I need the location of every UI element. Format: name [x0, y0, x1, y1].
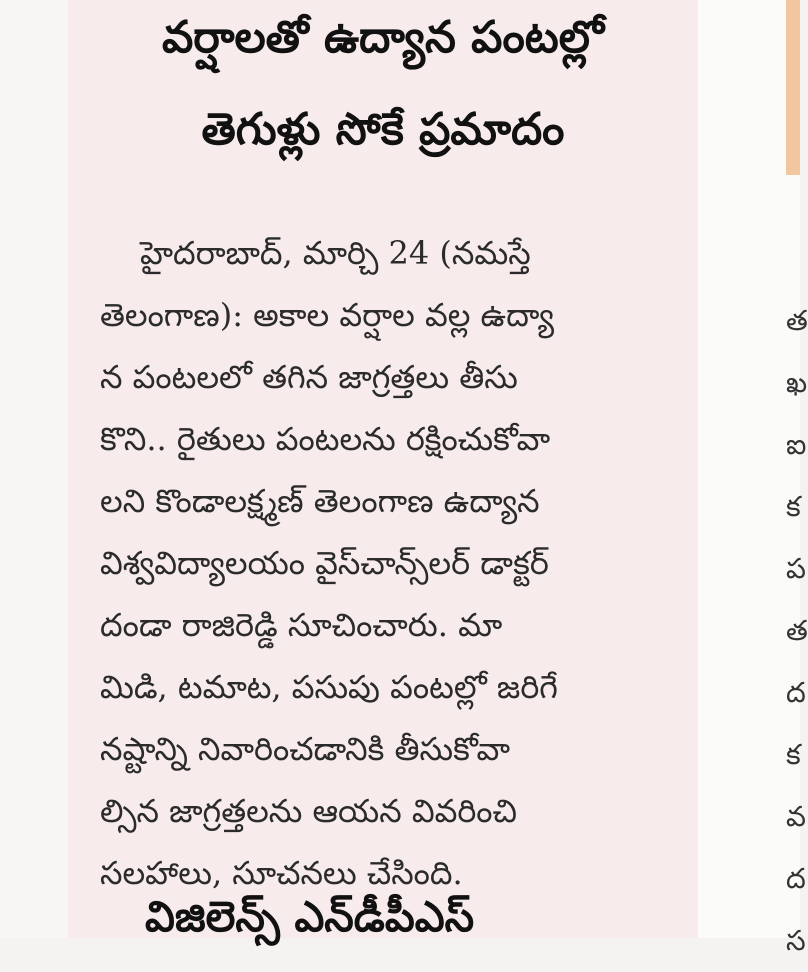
edge-glyph: ఐ — [786, 428, 807, 461]
next-article-headline: విజిలెన్స్ ఎన్‌డీపీఎస్ — [145, 892, 475, 941]
edge-glyph: స — [786, 924, 806, 957]
edge-glyph: ప — [786, 552, 806, 585]
edge-glyph: ద — [786, 676, 806, 709]
body-line: న పంటలలో తగిన జాగ్రత్తలు తీసు — [100, 358, 518, 396]
body-line: కొని.. రైతులు పంటలను రక్షించుకోవా — [100, 420, 551, 458]
edge-glyph: త — [786, 304, 808, 337]
adjacent-article-accent — [786, 0, 800, 175]
edge-glyph: క — [786, 738, 801, 771]
edge-glyph: వ — [786, 800, 806, 833]
edge-glyph: ఖ — [786, 366, 808, 399]
left-page-margin — [0, 0, 68, 938]
body-line: తెలంగాణ): అకాల వర్షాల వల్ల ఉద్యా — [100, 296, 555, 334]
article-body — [100, 222, 665, 904]
body-line: దండా రాజిరెడ్డి సూచించారు. మా — [100, 606, 503, 644]
body-line: మిడి, టమాట, పసుపు పంటల్లో జరిగే — [100, 668, 558, 706]
headline-line-1: వర్షాలతో ఉద్యాన పంటల్లో — [161, 12, 605, 63]
body-line: లని కొండాలక్ష్మణ్ తెలంగాణ ఉద్యాన — [100, 482, 540, 520]
edge-glyph: క — [786, 490, 801, 523]
edge-glyph: ద — [786, 862, 806, 895]
edge-glyph: త — [786, 614, 808, 647]
body-line: నష్టాన్ని నివారించడానికి తీసుకోవా — [100, 730, 511, 768]
headline-line-2: తెగుళ్లు సోకే ప్రమాదం — [201, 104, 565, 155]
body-line: హైదరాబాద్, మార్చి 24 (నమస్తే — [140, 234, 531, 272]
body-line: విశ్వవిద్యాలయం వైస్‌చాన్స్‌లర్ డాక్టర్ — [100, 544, 549, 582]
adjacent-column-edge — [786, 290, 808, 972]
body-line: ల్సిన జాగ్రత్తలను ఆయన వివరించి — [100, 792, 518, 830]
right-page-margin — [698, 0, 808, 938]
body-line: సలహాలు, సూచనలు చేసింది. — [100, 854, 463, 892]
